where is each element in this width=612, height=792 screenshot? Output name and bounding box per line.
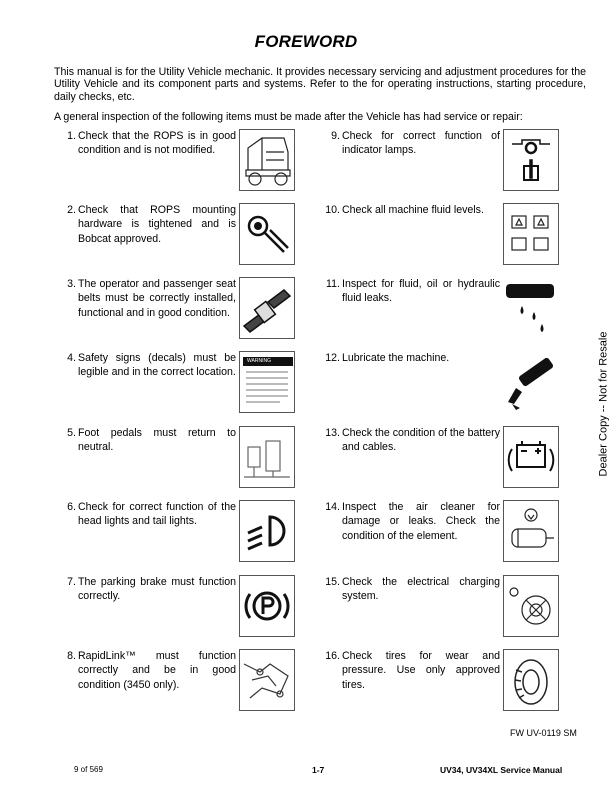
intro-paragraph: This manual is for the Utility Vehicle mechanic. It provides necessary servicing and adjustment procedures for the Utility Vehicle and its component parts and systems. Refer to the for operating instructions, starting procedure, daily checks, etc.: [54, 66, 586, 103]
warning-decal-icon: [239, 351, 295, 413]
parking-brake-icon: [239, 575, 295, 637]
item-text: Check for correct function of indicator lamps.: [342, 130, 500, 157]
fluid-levels-icon: [503, 203, 559, 265]
inspection-item-13: [318, 426, 576, 490]
inspection-item-12: [318, 351, 576, 415]
item-text: Check all machine fluid levels.: [342, 204, 484, 216]
item-text: Check that the ROPS is in good condition and is not modified.: [78, 130, 236, 157]
item-number: 2.: [67, 204, 76, 216]
rapidlink-icon: [239, 649, 295, 711]
inspection-item-3: [54, 277, 312, 341]
figure-reference: FW UV-0119 SM: [510, 728, 577, 738]
item-number: 3.: [67, 278, 76, 290]
item-text: Inspect the air cleaner for damage or leaks. Check the condition of the element.: [342, 501, 500, 542]
item-text: Safety signs (decals) must be legible and in the correct location.: [78, 352, 236, 379]
item-number: 15.: [325, 576, 340, 588]
seat-belt-icon: [239, 277, 295, 339]
fluid-leak-icon: [503, 277, 559, 339]
inspection-item-15: [318, 575, 576, 639]
item-number: 11.: [326, 278, 340, 290]
item-number: 14.: [325, 501, 340, 513]
inspection-item-16: [318, 649, 576, 713]
item-number: 9.: [331, 130, 340, 142]
inspection-lead-in: A general inspection of the following items must be made after the Vehicle has had service or repair:: [54, 111, 523, 123]
item-text: Lubricate the machine.: [342, 352, 450, 364]
item-number: 16.: [325, 650, 340, 662]
inspection-item-4: [54, 351, 312, 415]
alternator-icon: [503, 575, 559, 637]
warning-decal-label: WARNING: [243, 357, 293, 366]
item-number: 5.: [67, 427, 76, 439]
item-number: 13.: [325, 427, 340, 439]
item-number: 6.: [67, 501, 76, 513]
inspection-item-10: [318, 203, 576, 267]
inspection-item-2: [54, 203, 312, 267]
battery-icon: [503, 426, 559, 488]
wrench-icon: [239, 203, 295, 265]
tire-icon: [503, 649, 559, 711]
item-number: 4.: [67, 352, 76, 364]
utility-vehicle-icon: [239, 129, 295, 191]
headlight-icon: [239, 500, 295, 562]
inspection-item-9: [318, 129, 576, 193]
inspection-item-1: [54, 129, 312, 193]
item-number: 8.: [67, 650, 76, 662]
item-text: Check tires for wear and pressure. Use only approved tires.: [342, 650, 500, 691]
item-number: 12.: [325, 352, 340, 364]
inspection-item-11: [318, 277, 576, 341]
item-text: Check for correct function of the head lights and tail lights.: [78, 501, 236, 528]
foot-pedals-icon: [239, 426, 295, 488]
item-number: 10.: [325, 204, 340, 216]
air-cleaner-icon: [503, 500, 559, 562]
page-title: FOREWORD: [254, 32, 358, 51]
inspection-item-5: [54, 426, 312, 490]
page-number: 1-7: [312, 765, 325, 775]
inspection-item-8: [54, 649, 312, 713]
inspection-item-14: [318, 500, 576, 564]
item-text: RapidLink™ must function correctly and be in good condition (3450 only).: [78, 650, 236, 691]
item-text: Foot pedals must return to neutral.: [78, 427, 236, 454]
item-text: Check that ROPS mounting hardware is tightened and is Bobcat approved.: [78, 204, 236, 245]
item-text: Inspect for fluid, oil or hydraulic fluid leaks.: [342, 278, 500, 305]
manual-title: UV34, UV34XL Service Manual: [440, 765, 563, 775]
item-number: 7.: [67, 576, 76, 588]
page-count: 9 of 569: [74, 765, 103, 774]
dealer-copy-text: Dealer Copy -- Not for Resale: [597, 331, 610, 477]
grease-gun-icon: [503, 351, 559, 413]
inspection-item-7: [54, 575, 312, 639]
item-text: Check the electrical charging system.: [342, 576, 500, 603]
item-number: 1.: [67, 130, 76, 142]
indicator-lamps-icon: [503, 129, 559, 191]
inspection-item-6: [54, 500, 312, 564]
item-text: The parking brake must function correctly.: [78, 576, 236, 603]
item-text: Check the condition of the battery and cables.: [342, 427, 500, 454]
item-text: The operator and passenger seat belts must be correctly installed, functional and in good condition.: [78, 278, 236, 319]
